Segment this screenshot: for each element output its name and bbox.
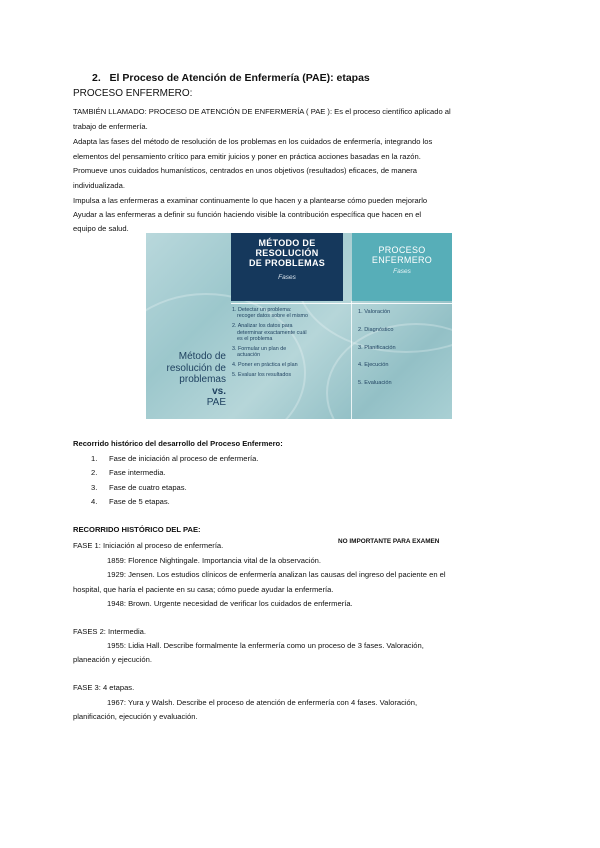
history-list	[91, 452, 258, 509]
method-step: determinar exactamente cuál	[237, 329, 307, 336]
left-caption-4: vs.	[212, 385, 226, 397]
left-caption-3: problemas	[179, 374, 226, 385]
intro-line-6: individualizada.	[73, 181, 125, 190]
method-steps	[232, 307, 342, 379]
section-number: 2.	[92, 72, 101, 84]
pae-phase-label: Fases	[393, 268, 411, 275]
intro-line-2: trabajo de enfermería.	[73, 122, 148, 131]
list-item	[91, 466, 258, 480]
comparison-figure	[146, 233, 452, 419]
pae-title-2: ENFERMERO	[371, 255, 433, 265]
list-item-text: Fase intermedia.	[109, 468, 166, 478]
method-step: 3. Formular un plan de	[232, 346, 287, 353]
left-caption-1: Método de	[178, 351, 226, 362]
section-title: El Proceso de Atención de Enfermería (PAE): etapas	[109, 72, 370, 84]
pae-history-title: RECORRIDO HISTÓRICO DEL PAE:	[73, 525, 201, 534]
intro-line-8: Ayudar a las enfermeras a definir su función haciendo visible la contribución específica que hacen en el	[73, 210, 422, 219]
list-item-text: Fase de cuatro etapas.	[109, 482, 187, 492]
method-step: 5. Evaluar los resultados	[232, 372, 292, 379]
method-phase-label: Fases	[278, 274, 296, 281]
list-item-text: Fase de 5 etapas.	[109, 496, 170, 506]
fase-1: FASE 1: Iniciación al proceso de enfermería.	[73, 541, 224, 550]
left-caption-5: PAE	[206, 397, 226, 408]
section-heading	[92, 72, 370, 84]
method-step: 1. Detectar un problema:	[232, 307, 292, 313]
pae-phase: 3. Planificación	[358, 344, 396, 351]
event-1859: 1859: Florence Nightingale. Importancia vital de la observación.	[107, 556, 322, 565]
intro-line-5: Promueve unos cuidados humanísticos, centrados en unos objetivos (resultados) eficaces, de manera	[73, 166, 418, 175]
method-step: actuación	[237, 352, 261, 359]
list-item	[91, 495, 258, 509]
figure-left-caption	[148, 351, 226, 409]
event-1929: 1929: Jensen. Los estudios clínicos de enfermería analizan las causas del ingreso del paciente en el	[107, 570, 446, 579]
method-title-1: MÉTODO DE	[258, 238, 316, 248]
figure-divider-vertical	[351, 301, 352, 419]
method-header-box	[231, 233, 343, 301]
method-title-3: DE PROBLEMAS	[248, 258, 326, 268]
fase-3: FASE 3: 4 etapas.	[73, 683, 135, 692]
pae-phase: 5. Evaluación	[358, 380, 392, 387]
pae-phases	[358, 309, 448, 398]
list-item	[91, 452, 258, 466]
pae-title-1: PROCESO	[378, 245, 426, 255]
event-1948: 1948: Brown. Urgente necesidad de verificar los cuidados de enfermería.	[107, 599, 353, 608]
event-1967: 1967: Yura y Walsh. Describe el proceso de atención de enfermería con 4 fases. Valoración,	[107, 698, 418, 707]
event-1929-cont: hospital, que haría el paciente en su casa; cómo puede ayudar la enfermería.	[73, 585, 334, 594]
pae-phase: 1. Valoración	[358, 309, 391, 315]
list-item-number: 1.	[91, 454, 98, 463]
list-item-number: 4.	[91, 496, 98, 506]
left-caption-2: resolución de	[166, 362, 226, 374]
pae-header-box	[352, 233, 452, 301]
intro-line-4: elementos del pensamiento crítico para emitir juicios y poner en práctica acciones basadas en la razón.	[73, 152, 421, 161]
method-title-2: RESOLUCIÓN	[255, 248, 319, 258]
method-step: 4. Poner en práctica el plan	[232, 362, 298, 369]
history-title: Recorrido histórico del desarrollo del Proceso Enfermero:	[73, 439, 283, 448]
pae-phase: 4. Ejecución	[358, 362, 389, 369]
intro-line-1: TAMBIÉN LLAMADO: PROCESO DE ATENCIÓN DE ENFERMERÍA ( PAE ): Es el proceso científico aplicado al	[73, 107, 451, 116]
method-step: recoger datos sobre el mismo	[237, 313, 309, 320]
intro-line-9: equipo de salud.	[73, 224, 129, 233]
list-item-number: 2.	[91, 468, 98, 478]
intro-line-7: Impulsa a las enfermeras a examinar continuamente lo que hacen y a plantearse cómo pueden mejorarlo	[73, 196, 428, 205]
list-item-number: 3.	[91, 482, 98, 492]
figure-divider-horizontal	[231, 303, 452, 304]
intro-line-3: Adapta las fases del método de resolución de los problemas en los cuidados de enfermería, integrando los	[73, 137, 433, 146]
list-item-text: Fase de iniciación al proceso de enfermería.	[109, 454, 259, 463]
method-step: 2. Analizar los datos para	[232, 323, 293, 330]
fase-2: FASES 2: Intermedia.	[73, 627, 147, 636]
list-item	[91, 481, 258, 495]
exam-note: NO IMPORTANTE PARA EXAMEN	[338, 538, 440, 545]
event-1967-cont: planificación, ejecución y evaluación.	[73, 712, 198, 721]
event-1955: 1955: Lidia Hall. Describe formalmente la enfermería como un proceso de 3 fases. Valoración,	[107, 641, 424, 650]
pae-phase: 2. Diagnóstico	[358, 326, 394, 333]
event-1955-cont: planeación y ejecución.	[73, 655, 152, 664]
subtitle: PROCESO ENFERMERO:	[73, 88, 193, 99]
method-step: es el problema	[237, 336, 273, 343]
